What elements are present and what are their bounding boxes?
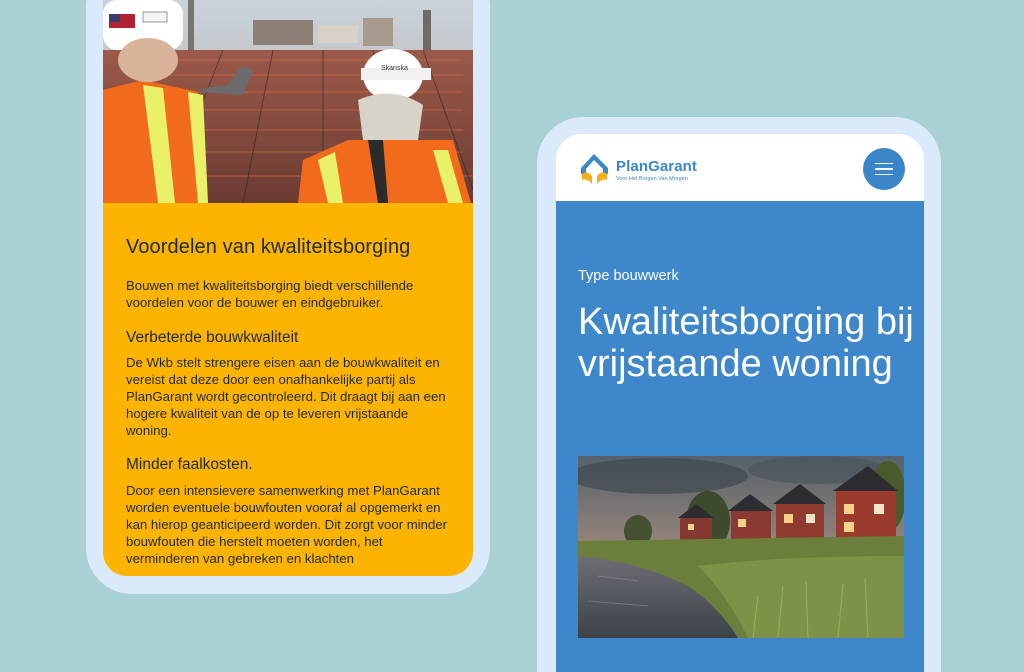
houses-by-water-photo bbox=[578, 456, 904, 638]
menu-line bbox=[875, 163, 893, 165]
benefits-intro: Bouwen met kwaliteitsborging biedt verschillende voordelen voor de bouwer en eindgebruiker. bbox=[126, 278, 414, 310]
benefits-heading: Voordelen van kwaliteitsborging bbox=[126, 236, 411, 258]
right-phone-screen bbox=[556, 134, 924, 672]
left-phone-screen bbox=[103, 0, 473, 576]
logo-name: PlanGarant bbox=[616, 158, 698, 175]
construction-workers-photo bbox=[103, 0, 473, 203]
section-title-costs: Minder faalkosten. bbox=[126, 456, 253, 473]
hero-title: Kwaliteitsborging bij vrijstaande woning bbox=[578, 301, 914, 385]
hero-kicker: Type bouwwerk bbox=[578, 268, 679, 284]
hamburger-menu-icon[interactable] bbox=[863, 148, 905, 190]
menu-line bbox=[875, 174, 893, 176]
section-body-costs: Door een intensievere samenwerking met PlanGarant worden eventuele bouwfouten vooraf al opgemerkt en kan hierop geanticipeerd worden. Dit zorgt voor minder bouwfouten die herstelt moeten worden, het verminderen van gebreken en klachten bbox=[126, 483, 448, 566]
logo-tagline: Voor Het Borgen Van Morgen bbox=[616, 176, 688, 182]
hero-section bbox=[556, 201, 924, 672]
svg-text:Skanska: Skanska bbox=[381, 65, 408, 72]
menu-line bbox=[875, 168, 893, 170]
section-title-quality: Verbeterde bouwkwaliteit bbox=[126, 329, 299, 346]
benefits-content bbox=[126, 236, 456, 567]
section-body-quality: De Wkb stelt strengere eisen aan de bouwkwaliteit en vereist dat deze door een onafhankelijke partij als PlanGarant wordt gecontroleerd. Dit draagt bij aan een hogere kwaliteit van de op te leveren vrijstaande woning. bbox=[126, 355, 446, 438]
site-header bbox=[556, 134, 924, 201]
plangarant-logo-icon[interactable] bbox=[578, 150, 612, 193]
